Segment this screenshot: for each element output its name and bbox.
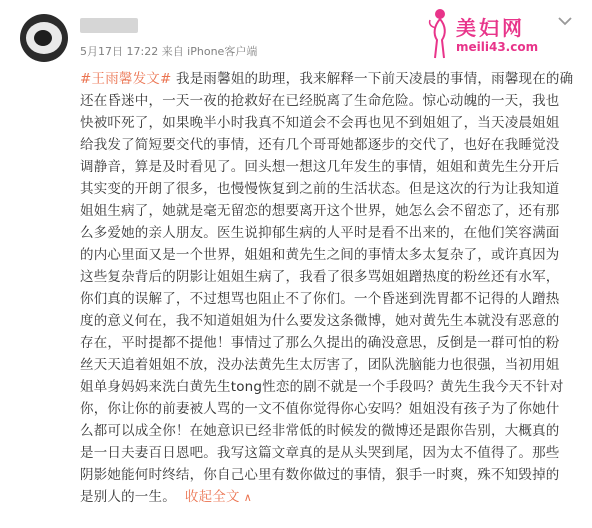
watermark-title: 美妇网 — [456, 16, 525, 40]
post-line: 调静音，算是及时看见了。回头想一想这几年发生的事情，姐姐和黄先生分开后 — [80, 159, 560, 175]
collapse-arrow-icon: ∧ — [243, 491, 252, 504]
post-body — [80, 68, 576, 508]
post-line: 丝天天追着姐姐不放，没办法黄先生太厉害了，团队洗脑能力也很强，当初用姐 — [80, 357, 560, 373]
post-line: 给我发了简短要交代的事情，还有几个哥哥她都逐步的交代了，也好在我睡觉没 — [80, 137, 560, 153]
post-line: 么都可以成全你！在她意识已经非常低的时候发的微博还是跟你告别，大概真的 — [80, 423, 560, 439]
collapse-full-text-button[interactable] — [176, 489, 252, 505]
post-line: 度的意义何在，我不知道姐姐为什么要发这条微博，她对黄先生本就没有恶意的 — [80, 313, 560, 329]
post-line: 阴影她能何时终结，你自己心里有数你做过的事情，狠手一时爽，殊不知毁掉的 — [80, 467, 560, 483]
post-line: 其实变的开朗了很多，也慢慢恢复到之前的生活状态。但是这次的行为让我知道 — [80, 181, 560, 197]
post-text: 是别人的一生。 — [80, 489, 176, 505]
watermark — [424, 4, 574, 62]
collapse-label: 收起全文 — [184, 489, 240, 505]
post-text: 我是雨馨姐的助理，我来解释一下前天凌晨的事情，雨馨现在的确 — [171, 71, 574, 87]
hashtag-link[interactable]: #王雨馨发文# — [80, 71, 172, 87]
chevron-down-icon[interactable] — [556, 14, 574, 28]
post-line: 存在，平时提都不提他！事情过了那么久提出的确没意思，反倒是一群可怕的粉 — [80, 335, 560, 351]
post-line: 这些复杂背后的阴影让姐姐生病了，我看了很多骂姐姐蹭热度的粉丝还有水军， — [80, 269, 560, 285]
post-line: 快被吓死了，如果晚半小时我真不知道会不会再也见不到姐姐了，当天凌晨姐姐 — [80, 115, 560, 131]
avatar-face — [34, 30, 52, 46]
post-line-first — [80, 68, 576, 90]
post-line: 你，你让你的前妻被人骂的一文不值你觉得你心安吗？姐姐没有孩子为了你她什 — [80, 401, 560, 417]
post-line: 姐姐生病了，她就是毫无留恋的想要离开这个世界，她怎么会不留恋了，还有那 — [80, 203, 560, 219]
username-redacted[interactable] — [80, 18, 138, 33]
post-line: 姐单身妈妈来洗白黄先生tong性恋的剧不就是一个手段吗？黄先生我今天不针对 — [80, 379, 564, 395]
post-line: 么多爱她的亲人朋友。医生说抑郁生病的人平时是看不出来的，在他们笑容满面 — [80, 225, 560, 241]
post-meta: 5月17日 17:22 来自 iPhone客户端 — [80, 45, 258, 58]
post-line: 你们真的误解了，不过想骂也阻止不了你们。一个昏迷到洗胃都不记得的人蹭热 — [80, 291, 560, 307]
watermark-url: meili43.com — [456, 40, 539, 54]
post-line: 的内心里面又是一个世界，姐姐和黄先生之间的事情太多太复杂了，或许真因为 — [80, 247, 560, 263]
post-line: 是一日夫妻百日恩吧。我写这篇文章真的是从头哭到尾，因为太不值得了。那些 — [80, 445, 560, 461]
post-line: 还在昏迷中，一天一夜的抢救好在已经脱离了生命危险。惊心动魄的一天，我也 — [80, 93, 560, 109]
post-line-last — [80, 486, 576, 508]
watermark-logo — [424, 4, 454, 62]
avatar[interactable] — [20, 14, 68, 62]
